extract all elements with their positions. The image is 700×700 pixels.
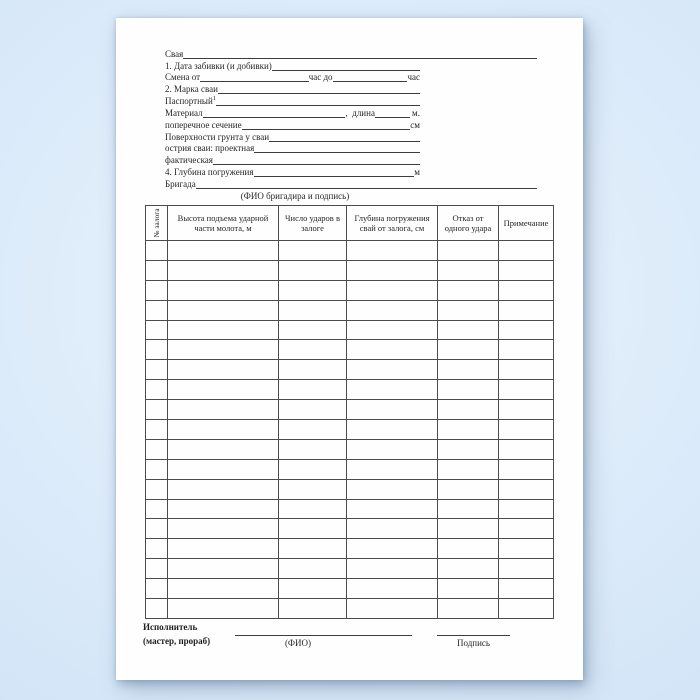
- form-line: [165, 47, 537, 59]
- empty-cell: [279, 340, 347, 360]
- empty-cell: [438, 340, 499, 360]
- empty-cell: [146, 360, 168, 380]
- table-row: [146, 380, 554, 400]
- empty-cell: [168, 459, 279, 479]
- empty-cell: [146, 599, 168, 619]
- empty-cell: [168, 340, 279, 360]
- empty-cell: [279, 380, 347, 400]
- empty-cell: [438, 499, 499, 519]
- empty-cell: [168, 420, 279, 440]
- empty-cell: [279, 559, 347, 579]
- form-line-label: 4. Глубина погружения: [165, 167, 254, 178]
- form-line-label: Паспортный: [165, 96, 213, 107]
- signature-area: [437, 626, 510, 648]
- empty-cell: [168, 400, 279, 420]
- form-line-label: Смена от: [165, 72, 201, 83]
- empty-cell: [279, 300, 347, 320]
- empty-cell: [168, 579, 279, 599]
- empty-cell: [279, 320, 347, 340]
- table-row: [146, 280, 554, 300]
- blank-underline: [254, 150, 420, 153]
- empty-cell: [168, 280, 279, 300]
- empty-cell: [438, 420, 499, 440]
- form-line-label: Свая: [165, 48, 184, 59]
- column-header-sink-depth: Глубина погружения свай от залога, см: [347, 206, 438, 241]
- blank-underline: [242, 127, 411, 130]
- empty-cell: [168, 439, 279, 459]
- blank-underline: [216, 103, 420, 106]
- empty-cell: [438, 439, 499, 459]
- table-row: [146, 320, 554, 340]
- empty-cell: [146, 479, 168, 499]
- table-row: [146, 479, 554, 499]
- table-row: [146, 300, 554, 320]
- form-line: [165, 130, 420, 142]
- form-line: [165, 71, 420, 83]
- executor-label: Исполнитель: [143, 622, 198, 632]
- empty-cell: [438, 479, 499, 499]
- form-line: [165, 142, 420, 154]
- empty-cell: [499, 519, 554, 539]
- empty-cell: [168, 260, 279, 280]
- blank-underline: [183, 56, 537, 59]
- empty-cell: [279, 439, 347, 459]
- column-header-remarks: Примечание: [499, 206, 554, 241]
- form-line-label: м: [414, 167, 420, 178]
- empty-cell: [499, 280, 554, 300]
- empty-cell: [146, 320, 168, 340]
- fio-signature-area: [235, 626, 412, 648]
- form-line-label: см: [410, 119, 420, 130]
- empty-cell: [438, 559, 499, 579]
- empty-cell: [279, 260, 347, 280]
- pile-driving-log-table: [145, 205, 554, 619]
- empty-cell: [168, 241, 279, 261]
- empty-cell: [438, 400, 499, 420]
- empty-cell: [146, 340, 168, 360]
- empty-cell: [168, 300, 279, 320]
- empty-cell: [279, 499, 347, 519]
- empty-cell: [279, 599, 347, 619]
- form-line-label: фактическая: [165, 155, 213, 166]
- empty-cell: [499, 439, 554, 459]
- blank-underline: [254, 174, 415, 177]
- form-line-label: час до: [308, 72, 333, 83]
- empty-cell: [347, 559, 438, 579]
- empty-cell: [168, 479, 279, 499]
- empty-cell: [168, 559, 279, 579]
- empty-cell: [146, 519, 168, 539]
- blank-underline: [333, 79, 408, 82]
- empty-cell: [146, 380, 168, 400]
- table-row: [146, 579, 554, 599]
- empty-cell: [499, 479, 554, 499]
- empty-cell: [168, 380, 279, 400]
- empty-cell: [499, 579, 554, 599]
- empty-cell: [499, 380, 554, 400]
- empty-cell: [347, 459, 438, 479]
- blank-underline: [213, 162, 420, 165]
- empty-cell: [168, 599, 279, 619]
- empty-cell: [347, 360, 438, 380]
- document-page: [116, 18, 583, 680]
- empty-cell: [146, 241, 168, 261]
- empty-cell: [279, 241, 347, 261]
- empty-cell: [279, 459, 347, 479]
- empty-cell: [279, 539, 347, 559]
- vertical-header-text: № залога: [151, 208, 161, 238]
- empty-cell: [146, 280, 168, 300]
- table-row: [146, 340, 554, 360]
- empty-cell: [168, 360, 279, 380]
- blank-underline: [269, 139, 420, 142]
- table-row: [146, 499, 554, 519]
- column-header-blows-count: Число ударов в залоге: [279, 206, 347, 241]
- fio-signature-line: [235, 626, 412, 636]
- table-row: [146, 360, 554, 380]
- column-header-hammer-height: Высота подъема ударной части молота, м: [168, 206, 279, 241]
- form-line-label: м.: [409, 107, 420, 118]
- empty-cell: [168, 539, 279, 559]
- form-line-label: Бригада: [165, 178, 196, 189]
- empty-cell: [347, 380, 438, 400]
- executor-sub-label: (мастер, прораб): [143, 635, 211, 646]
- empty-cell: [438, 280, 499, 300]
- form-line: [165, 59, 420, 71]
- brigade-note: (ФИО бригадира и подпись): [240, 190, 350, 201]
- empty-cell: [347, 280, 438, 300]
- table-row: [146, 400, 554, 420]
- empty-cell: [499, 499, 554, 519]
- form-line: [165, 106, 420, 118]
- blank-underline: [218, 91, 420, 94]
- empty-cell: [438, 320, 499, 340]
- executor-block: [143, 621, 210, 648]
- table-row: [146, 420, 554, 440]
- empty-cell: [499, 400, 554, 420]
- empty-cell: [347, 300, 438, 320]
- empty-cell: [438, 300, 499, 320]
- empty-cell: [347, 420, 438, 440]
- empty-cell: [499, 320, 554, 340]
- form-line-label: 2. Марка сваи: [165, 84, 218, 95]
- empty-cell: [499, 459, 554, 479]
- empty-cell: [438, 579, 499, 599]
- form-line-label: Поверхности грунта у сваи: [165, 131, 270, 142]
- form-line-label: поперечное сечение: [165, 119, 242, 130]
- empty-cell: [347, 260, 438, 280]
- table-row: [146, 559, 554, 579]
- empty-cell: [146, 559, 168, 579]
- table-row: [146, 539, 554, 559]
- empty-cell: [146, 400, 168, 420]
- empty-cell: [146, 499, 168, 519]
- empty-cell: [146, 300, 168, 320]
- fio-label: (ФИО): [284, 637, 312, 648]
- form-line-label: Материал: [165, 107, 203, 118]
- empty-cell: [499, 241, 554, 261]
- empty-cell: [279, 400, 347, 420]
- empty-cell: [279, 479, 347, 499]
- table-row: [146, 439, 554, 459]
- empty-cell: [438, 599, 499, 619]
- empty-cell: [438, 519, 499, 539]
- empty-cell: [347, 439, 438, 459]
- form-line-label: 1. Дата забивки (и добивки): [165, 60, 272, 71]
- empty-cell: [499, 559, 554, 579]
- form-line: [165, 165, 420, 177]
- form-line-label: час: [407, 72, 420, 83]
- empty-cell: [438, 459, 499, 479]
- form-line: [165, 153, 420, 165]
- empty-cell: [499, 599, 554, 619]
- form-line-label: острия сваи: проектная: [165, 143, 255, 154]
- footnote-marker: 1: [212, 95, 217, 103]
- form-line: [165, 177, 537, 189]
- empty-cell: [438, 539, 499, 559]
- blank-underline: [200, 79, 309, 82]
- empty-cell: [347, 320, 438, 340]
- blank-underline: [196, 186, 537, 189]
- empty-cell: [499, 360, 554, 380]
- form-header-fields: [165, 47, 537, 189]
- form-line: [165, 118, 420, 130]
- empty-cell: [347, 241, 438, 261]
- empty-cell: [499, 260, 554, 280]
- empty-cell: [168, 519, 279, 539]
- empty-cell: [168, 499, 279, 519]
- empty-cell: [347, 519, 438, 539]
- table-row: [146, 519, 554, 539]
- empty-cell: [347, 499, 438, 519]
- empty-cell: [347, 479, 438, 499]
- empty-cell: [347, 579, 438, 599]
- empty-cell: [146, 420, 168, 440]
- empty-cell: [438, 241, 499, 261]
- blank-underline: [272, 68, 420, 71]
- empty-cell: [279, 280, 347, 300]
- empty-cell: [438, 260, 499, 280]
- form-line: [165, 94, 420, 106]
- empty-cell: [347, 340, 438, 360]
- empty-cell: [499, 340, 554, 360]
- empty-cell: [438, 380, 499, 400]
- blank-underline: [375, 115, 410, 118]
- form-line-label: , длина: [345, 107, 375, 118]
- column-header-zalog-number: [146, 206, 168, 241]
- empty-cell: [279, 519, 347, 539]
- empty-cell: [347, 539, 438, 559]
- empty-cell: [279, 579, 347, 599]
- empty-cell: [279, 420, 347, 440]
- empty-cell: [499, 539, 554, 559]
- blank-underline: [203, 115, 346, 118]
- table-row: [146, 241, 554, 261]
- empty-cell: [146, 459, 168, 479]
- empty-cell: [499, 300, 554, 320]
- table-header-row: [146, 206, 554, 241]
- empty-cell: [146, 539, 168, 559]
- empty-cell: [347, 400, 438, 420]
- signature-label: Подпись: [456, 637, 491, 648]
- form-line: [165, 82, 420, 94]
- empty-cell: [347, 599, 438, 619]
- table-row: [146, 599, 554, 619]
- table-row: [146, 459, 554, 479]
- empty-cell: [438, 360, 499, 380]
- empty-cell: [499, 420, 554, 440]
- empty-cell: [279, 360, 347, 380]
- signature-line: [437, 626, 510, 636]
- empty-cell: [146, 260, 168, 280]
- empty-cell: [146, 579, 168, 599]
- empty-cell: [146, 439, 168, 459]
- empty-cell: [168, 320, 279, 340]
- column-header-refusal: Отказ от одного удара: [438, 206, 499, 241]
- table-row: [146, 260, 554, 280]
